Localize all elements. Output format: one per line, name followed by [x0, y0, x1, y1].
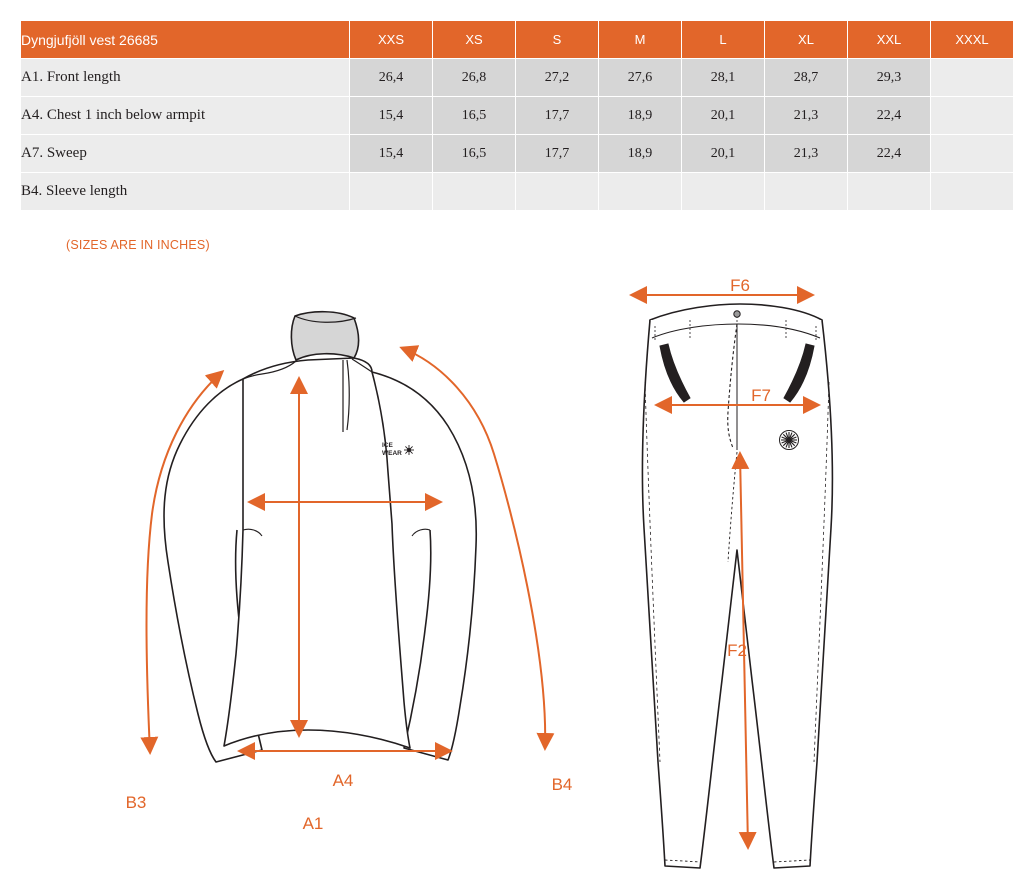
measure-label-a1: A1: [302, 814, 324, 833]
measurement-value: 26,4: [350, 59, 433, 97]
measurement-label: A4. Chest 1 inch below armpit: [21, 97, 350, 135]
size-column-header-xxl: XXL: [848, 21, 931, 59]
measurement-value: 21,3: [765, 97, 848, 135]
measurement-label: A1. Front length: [21, 59, 350, 97]
measurement-value: 16,5: [433, 135, 516, 173]
measure-label-a4: A4: [332, 771, 354, 790]
measure-label-f7: F7: [751, 386, 771, 405]
size-column-header-xxs: XXS: [350, 21, 433, 59]
measurement-value: 18,9: [599, 97, 682, 135]
measurement-value: 28,7: [765, 59, 848, 97]
measurement-value: [848, 173, 931, 211]
measurement-value: 20,1: [682, 97, 765, 135]
measurement-value: [931, 97, 1014, 135]
size-column-header-xs: XS: [433, 21, 516, 59]
size-column-header-l: L: [682, 21, 765, 59]
measurement-label: B4. Sleeve length: [21, 173, 350, 211]
measurement-value: 22,4: [848, 135, 931, 173]
measure-label-f6: F6: [730, 276, 750, 295]
measurement-value: [765, 173, 848, 211]
measure-label-b4: B4: [551, 775, 573, 794]
size-column-header-xl: XL: [765, 21, 848, 59]
bottom-garment-illustration: [632, 276, 832, 868]
units-note: (SIZES ARE IN INCHES): [66, 238, 210, 252]
measurement-value: [599, 173, 682, 211]
measurement-value: [682, 173, 765, 211]
table-header-row: [21, 21, 1014, 59]
measurement-value: 15,4: [350, 97, 433, 135]
measurement-value: 21,3: [765, 135, 848, 173]
measurement-value: 20,1: [682, 135, 765, 173]
size-column-header-xxxl: XXXL: [931, 21, 1014, 59]
table-row: [21, 97, 1014, 135]
measurement-value: [350, 173, 433, 211]
measurement-value: 15,4: [350, 135, 433, 173]
measurement-value: 26,8: [433, 59, 516, 97]
measure-label-f2: F2: [727, 641, 747, 660]
product-title-header: Dyngjufjöll vest 26685: [21, 21, 350, 59]
brand-logo-line1: ICE: [382, 442, 393, 449]
measurement-value: [931, 173, 1014, 211]
size-chart-table: [20, 20, 1014, 211]
measure-label-b3: B3: [125, 793, 147, 812]
size-column-header-m: M: [599, 21, 682, 59]
measurement-value: [931, 135, 1014, 173]
table-header: [21, 21, 1014, 59]
measurement-value: [516, 173, 599, 211]
measurement-value: 18,9: [599, 135, 682, 173]
measurement-value: 22,4: [848, 97, 931, 135]
measurement-label: A7. Sweep: [21, 135, 350, 173]
brand-logo-line2: WEAR: [382, 450, 402, 457]
measurement-value: 29,3: [848, 59, 931, 97]
garment-diagram-area: [0, 262, 1031, 882]
table-row: [21, 135, 1014, 173]
snowflake-icon: [780, 431, 799, 450]
table-row: [21, 59, 1014, 97]
measurement-value: 27,2: [516, 59, 599, 97]
measurement-value: [931, 59, 1014, 97]
size-chart-table-container: [20, 20, 1012, 211]
measurement-value: 17,7: [516, 97, 599, 135]
top-garment-illustration: [126, 312, 573, 882]
size-column-header-s: S: [516, 21, 599, 59]
measurement-value: 27,6: [599, 59, 682, 97]
measurement-value: 16,5: [433, 97, 516, 135]
table-body: [21, 59, 1014, 211]
snowflake-icon: [404, 445, 414, 455]
measurement-value: [433, 173, 516, 211]
measurement-value: 17,7: [516, 135, 599, 173]
table-row: [21, 173, 1014, 211]
measurement-value: 28,1: [682, 59, 765, 97]
